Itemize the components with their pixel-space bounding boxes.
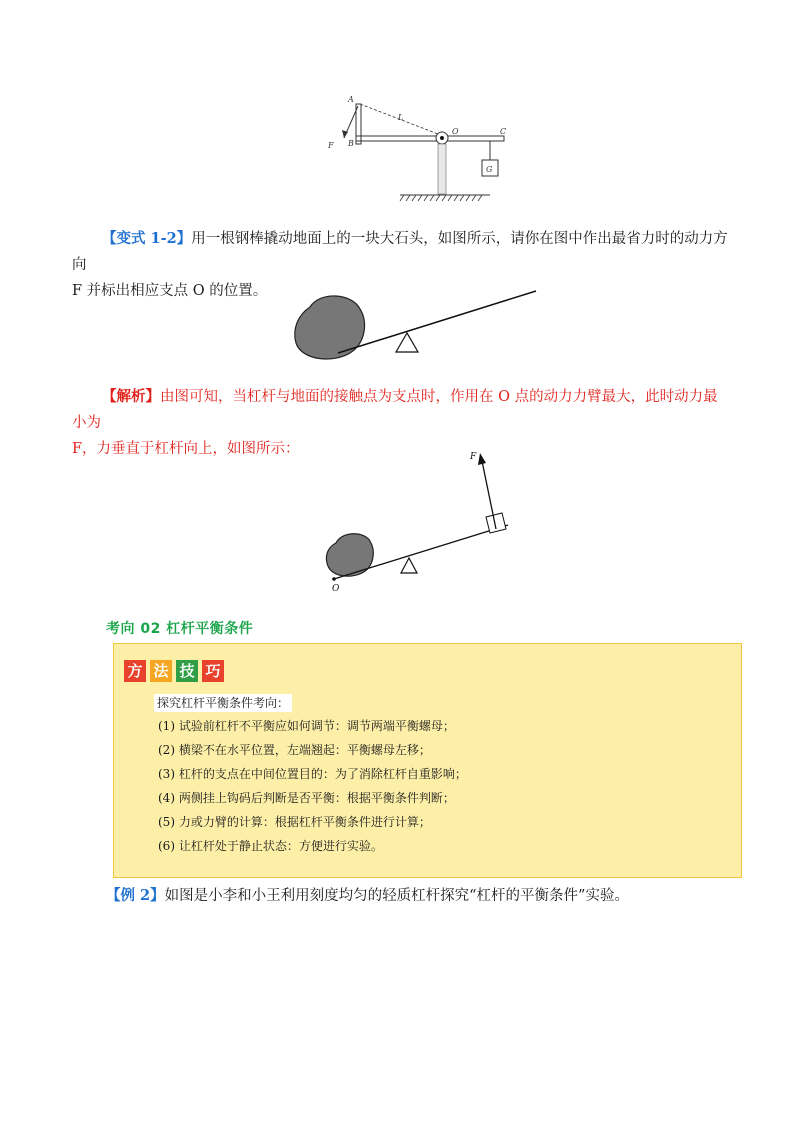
variant-tag: 【变式 1-2】 bbox=[102, 230, 192, 247]
rock-lever-diagram bbox=[290, 285, 550, 370]
badge-4: 巧 bbox=[202, 660, 224, 682]
badge-1: 方 bbox=[124, 660, 146, 682]
tips-item: (5) 力或力臂的计算：根据杠杆平衡条件进行计算； bbox=[158, 815, 431, 829]
label-O: O bbox=[452, 127, 459, 136]
label-O3: O bbox=[332, 584, 340, 594]
example-text: 如图是小李和小王利用刻度均匀的轻质杠杆探究“杠杆的平衡条件”实验。 bbox=[164, 888, 629, 904]
label-F: F bbox=[328, 141, 334, 150]
label-C: C bbox=[500, 127, 507, 136]
label-F3: F bbox=[470, 452, 477, 462]
rock-lever-force-diagram bbox=[320, 445, 520, 595]
tips-heading: 探究杠杆平衡条件考向： bbox=[154, 694, 292, 712]
example-tag: 【例 2】 bbox=[106, 887, 165, 904]
badge-3: 技 bbox=[176, 660, 198, 682]
tips-item: (1) 试验前杠杆不平衡应如何调节：调节两端平衡螺母； bbox=[158, 719, 455, 733]
analysis-line2: F，力垂直于杠杆向上，如图所示： bbox=[72, 441, 300, 457]
section-title: 考向 02 杠杆平衡条件 bbox=[106, 621, 254, 637]
method-tips-box bbox=[113, 643, 742, 878]
variant-line2: F 并标出相应支点 O 的位置。 bbox=[72, 283, 268, 299]
label-L: L bbox=[398, 113, 404, 122]
tips-item: (2) 横梁不在水平位置，左端翘起：平衡螺母左移； bbox=[158, 743, 431, 757]
label-A: A bbox=[348, 95, 354, 104]
analysis-tag: 【解析】 bbox=[102, 388, 160, 405]
analysis-line1: 由图可知，当杠杆与地面的接触点为支点时，作用在 O 点的动力力臂最大，此时动力最小为 bbox=[72, 389, 718, 431]
tips-item: (3) 杠杆的支点在中间位置目的：为了消除杠杆自重影响； bbox=[158, 767, 467, 781]
example-paragraph bbox=[106, 883, 746, 909]
label-G: G bbox=[486, 165, 493, 174]
tips-item: (6) 让杠杆处于静止状态：方便进行实验。 bbox=[158, 839, 383, 853]
label-B: B bbox=[348, 139, 354, 148]
variant-line1: 用一根钢棒撬动地面上的一块大石头，如图所示，请你在图中作出最省力时的动力方向 bbox=[72, 231, 728, 273]
tips-item: (4) 两侧挂上钩码后判断是否平衡：根据平衡条件判断； bbox=[158, 791, 455, 805]
lever-diagram-1 bbox=[320, 92, 520, 212]
badge-2: 法 bbox=[150, 660, 172, 682]
